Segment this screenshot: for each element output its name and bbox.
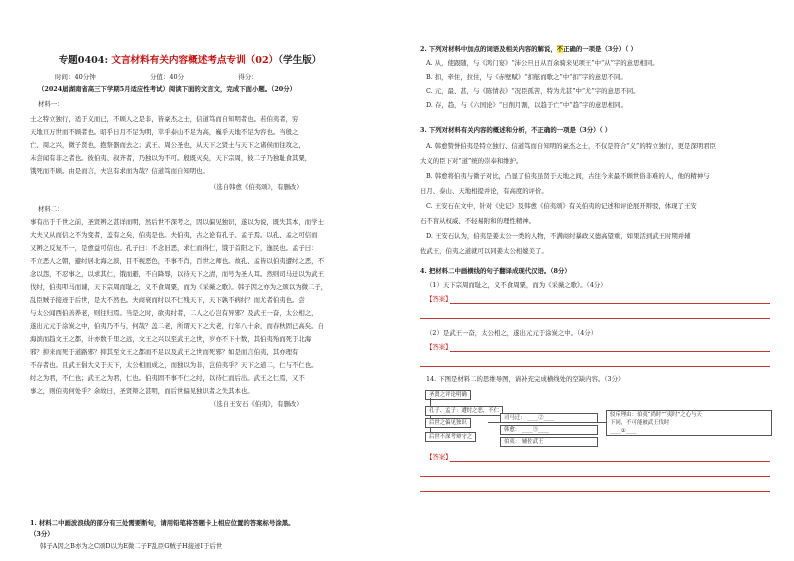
passage-line: 邪？抑来而死于道路邪？抑其至文王之都而不足以及武王之世而死邪？如是而言伯夷，其亦理有 <box>30 348 299 356</box>
passage-line: 士之特立独行，适于义而已，不顾人之是非，皆豪杰之士，信道笃而自知明者也。若伯夷者，穷 <box>30 115 299 123</box>
q3-option: B. 韩愈将伯夷与微子对比，凸显了伯夷虽贤于天地之间，古往今来最不顾世俗非难的人，他的精神与 <box>426 172 710 180</box>
q2-option: C. 元，最、甚，与《陈情表》“况臣孤苦，特为尤甚”中“尤”字的意思不同。 <box>426 87 640 95</box>
q3-option: D. 王安石认为，伯夷是姜太公一类的人物，不满商纣暴政又德高望重，如果活到武王时期并辅 <box>426 232 691 240</box>
passage-line: 念以怨，不忍事之，以求其仁，饿而避，不自降辱，以待天下之清，而号为圣人耳。然则司马迁以为武王 <box>30 270 324 278</box>
got-label: 得分： <box>238 73 258 81</box>
q3-option: 佐武王，伯夷之道就可以同姜太公相媲美了。 <box>420 247 548 255</box>
q4-text: 4. 把材料二中画横线的句子翻译成现代汉语。（8分） <box>420 267 571 275</box>
answer-line[interactable] <box>420 476 770 477</box>
q1-options: 韩子A因之B亦为之C颂D以为E微二子F乱臣G贼子H接迹I于后世 <box>40 542 223 550</box>
answer-line[interactable] <box>420 491 770 492</box>
mind-node-3: 司马迁： ____②____ <box>500 413 598 423</box>
q2-option: D. 存，趋，与《六国论》“日削月割，以趋于亡”中“趋”字的意思相同。 <box>426 101 627 109</box>
passage-line: 天地亘万世而不顾者也。昭乎日月不足为明，崒乎泰山不足为高，巍乎天地不足为容也。当殷之 <box>30 128 299 136</box>
passage-line: 又辨之反复不一，是愈益可信也。孔子曰：不念旧恶，求仁而得仁，饿于首阳之下，逸民也。孟子曰： <box>30 244 318 252</box>
q3-option: 大义的臣下对“道”统的崇奉和维护。 <box>420 157 523 165</box>
mind-node-4: 韩愈： ____③____ <box>500 425 598 435</box>
mind-node-7: 驳斥理由：伯夷“尚时”“夷时”之心与天 下同，不可能被武王伐时 ____①____ <box>606 410 772 436</box>
passage-line: 事有出于千世之前，圣贤辨之甚详而明，然后世不深考之，因以偏见独识，遂以为说，既失其本，而学士 <box>30 218 324 226</box>
time-label: 时间：40分钟 <box>55 73 96 81</box>
q3-option: 石不盲从权威、不轻易附和的理性精神。 <box>420 217 536 225</box>
q2-option: B. 扣，牵住，拉住，与《赤壁赋》“扣舷而歌之”中“扣”字的意思不同。 <box>426 73 627 81</box>
passage-line: 伐纣，伯夷叩马而谏，天下宗周而耻之，义不食周粟，而为《采薇之歌》。韩子因之亦为之颂以为微二子， <box>30 283 328 291</box>
meta-row <box>55 72 310 81</box>
q3-option: A. 韩愈赞誉伯夷是特立独行、信道笃而自知明的豪杰之士，不仅是符合“义”的特立独行，更是深明君臣 <box>426 142 717 150</box>
mind-node-1: 孔子、孟子：遭纣之恶，不仁 <box>425 406 503 416</box>
answer-line[interactable] <box>420 318 770 319</box>
q4-answer1-label: 【答案】 <box>426 295 452 303</box>
answer-line[interactable] <box>450 351 770 352</box>
passage-line: 遂出元元于涂炭之中，伯夷乃不与，何哉？盖二老，所谓天下之大老，行年八十余，而春秋固已高矣。自 <box>30 322 324 330</box>
q3-text: 3. 下列对材料有关内容的概述和分析，不正确的一项是（3分）（ ） <box>420 126 612 134</box>
answer-line[interactable] <box>450 461 770 462</box>
mind-node-5: 后世不深考辩守之 <box>425 432 476 442</box>
q1-score: （3分） <box>30 530 54 538</box>
source-note: （选自王安石《伯夷》，有删改） <box>210 400 303 408</box>
q1-text: 1. 材料二中画波浪线的部分有三处需要断句，请用铅笔将答题卡上相应位置的答案标号涂黑。 <box>30 519 295 527</box>
material-heading: 材料二： <box>38 205 64 213</box>
passage-line: 未尝闻有非之者也。彼伯夷、叔齐者，乃独以为不可。殷既灭矣，天下宗周，彼二子乃独耻食其粟， <box>30 154 312 162</box>
q4-answer2-label: 【答案】 <box>426 343 452 351</box>
q4-s1: （1）天下宗周而耻之，义不食周粟，而为《采薇之歌》。（4分） <box>426 281 607 289</box>
q14-answer-label: 【答案】 <box>426 453 452 461</box>
mind-connector <box>598 422 606 423</box>
mind-node-6: 伯夷： 辅佐武王 <box>500 437 598 447</box>
q3-option: 日月、泰山、天地相提并论，有高度的评价。 <box>420 187 548 195</box>
q2-text: 2. 下列对材料中加点的词语及相关内容的解说，不正确的一项是（3分）（ ） <box>420 45 637 53</box>
passage-line: 与太公闻西伯善养老，则往归焉。当是之时，欲夷纣者，二人之心岂有异邪？及武王一奋，太公相之， <box>30 309 318 317</box>
mind-node-2: 后世之偏见独识 <box>425 418 471 428</box>
title-main: 文言材料有关内容概述考点专训（02） <box>111 55 279 66</box>
score-label: 分值：40分 <box>149 73 185 81</box>
passage-line: 不立恶人之朝，避纣居北海之滨，目不视恶色，不事不肖，百世之师也。故孔、孟皆以伯夷遭纣之恶，不 <box>30 257 324 265</box>
mind-root: 圣贤之评论明确 <box>425 390 471 400</box>
mind-connector <box>488 422 500 423</box>
answer-line[interactable] <box>420 366 770 367</box>
passage-line: 大夫又从而信之不为变者，盖有之矣，伯夷是也。夫伯夷，古之论有孔子、孟子焉。以孔、孟之可信而 <box>30 231 318 239</box>
source-note: （选自韩愈《伯夷颂》，有删改） <box>210 183 303 191</box>
intro-text: （2024届湖南省高三下学期5月适应性考试）阅读下面的文言文，完成下面小题。（20分） <box>38 85 296 93</box>
page-title <box>0 52 380 66</box>
passage-line: 事之，则伯夷何处乎？余故曰，圣贤辩之甚明，而后世偏见独识者之失其本也。 <box>30 387 254 395</box>
material-heading: 材料一： <box>38 100 64 108</box>
q2-option: A. 从，使跟随，与《鸿门宴》“沛公旦日从百余骑来见项王”中“从”字的意思相同。 <box>426 59 659 67</box>
q3-option: C. 王安石在文中，针对《史记》及韩愈《伯夷颂》有关伯夷的记述和评论展开辩驳，体现了王安 <box>426 202 697 210</box>
passage-line: 饿死而不顾。由是而言，夫岂有求而为哉？信道笃而自知明也。 <box>30 167 209 175</box>
passage-line: 海滨而趋文王之都，计亦数千里之远，文王之兴以至武王之世，岁亦不下十数，其伯夷殆而死于北海 <box>30 335 312 343</box>
title-suffix: （学生版） <box>278 55 322 66</box>
answer-line[interactable] <box>450 303 770 304</box>
passage-line: 亡、周之兴，微子贤也，抱祭器而去之；武王、周公圣也，从天下之贤士与天下之诸侯而往攻之， <box>30 141 305 149</box>
title-prefix: 专题0404: <box>58 55 109 66</box>
passage-line: 乱臣贼子接迹于后世，是大不然也。夫商衰而纣以不仁残天下，天下孰不病纣？而尤者伯夷也。尝 <box>30 296 305 304</box>
passage-line: 不存者也。且武王倡大义于天下，太公相而成之，而独以为非，岂伯夷乎？天下之道二，仁与不仁也。 <box>30 361 318 369</box>
q4-s2: （2）是武王一奋，太公相之，遂出元元于涂炭之中。（4分） <box>426 329 598 337</box>
passage-line: 纣之为君，不仁也；武王之为君，仁也。伯夷固不事不仁之纣，以待仁而后出。武王之仁焉，又不 <box>30 374 305 382</box>
q14-text: 14. 下图是材料二的思维导图，请补充完成横线处的空缺内容。（3分） <box>426 375 625 383</box>
